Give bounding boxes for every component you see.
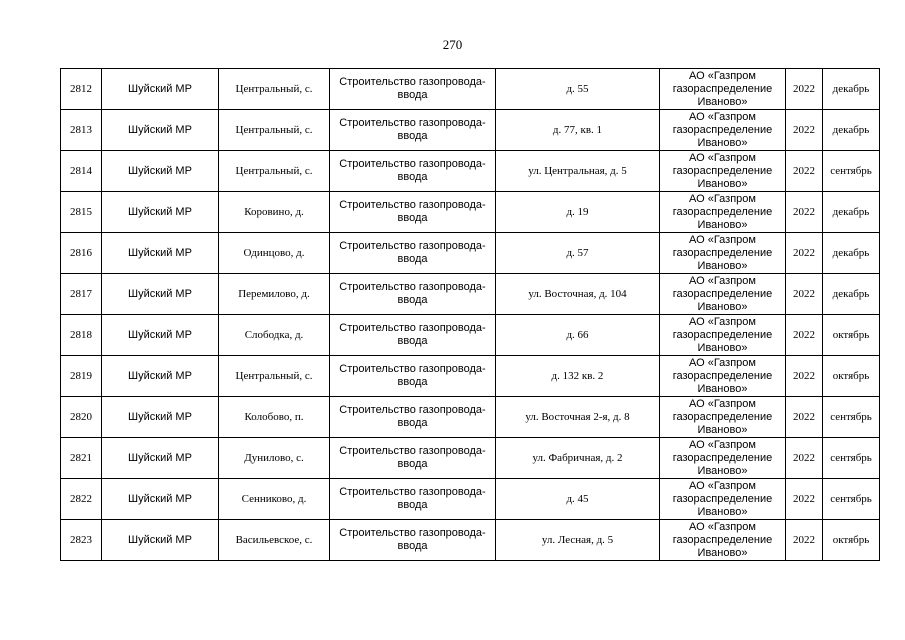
- year-cell: 2022: [786, 479, 823, 520]
- year-cell: 2022: [786, 397, 823, 438]
- address-cell: ул. Восточная 2-я, д. 8: [496, 397, 660, 438]
- organization-cell: АО «Газпром газораспределение Иваново»: [660, 520, 786, 561]
- address-cell: д. 77, кв. 1: [496, 110, 660, 151]
- table-row: [61, 192, 880, 233]
- work-type-cell: Строительство газопровода-ввода: [330, 397, 496, 438]
- row-number-cell: 2821: [61, 438, 102, 479]
- row-number-cell: 2812: [61, 69, 102, 110]
- address-cell: ул. Фабричная, д. 2: [496, 438, 660, 479]
- address-cell: д. 132 кв. 2: [496, 356, 660, 397]
- month-cell: декабрь: [823, 274, 880, 315]
- table-row: [61, 356, 880, 397]
- table-row: [61, 479, 880, 520]
- month-cell: сентябрь: [823, 479, 880, 520]
- row-number-cell: 2822: [61, 479, 102, 520]
- organization-cell: АО «Газпром газораспределение Иваново»: [660, 274, 786, 315]
- work-type-cell: Строительство газопровода-ввода: [330, 356, 496, 397]
- locality-cell: Коровино, д.: [219, 192, 330, 233]
- table-row: [61, 520, 880, 561]
- organization-cell: АО «Газпром газораспределение Иваново»: [660, 233, 786, 274]
- month-cell: сентябрь: [823, 438, 880, 479]
- year-cell: 2022: [786, 520, 823, 561]
- locality-cell: Сенниково, д.: [219, 479, 330, 520]
- row-number-cell: 2814: [61, 151, 102, 192]
- year-cell: 2022: [786, 151, 823, 192]
- gasification-table: [60, 68, 880, 561]
- year-cell: 2022: [786, 192, 823, 233]
- table-row: [61, 274, 880, 315]
- table-row: [61, 110, 880, 151]
- work-type-cell: Строительство газопровода-ввода: [330, 69, 496, 110]
- row-number-cell: 2819: [61, 356, 102, 397]
- work-type-cell: Строительство газопровода-ввода: [330, 438, 496, 479]
- year-cell: 2022: [786, 274, 823, 315]
- address-cell: ул. Восточная, д. 104: [496, 274, 660, 315]
- address-cell: д. 45: [496, 479, 660, 520]
- month-cell: декабрь: [823, 110, 880, 151]
- district-cell: Шуйский МР: [102, 520, 219, 561]
- district-cell: Шуйский МР: [102, 356, 219, 397]
- locality-cell: Дунилово, с.: [219, 438, 330, 479]
- organization-cell: АО «Газпром газораспределение Иваново»: [660, 69, 786, 110]
- year-cell: 2022: [786, 438, 823, 479]
- district-cell: Шуйский МР: [102, 110, 219, 151]
- locality-cell: Центральный, с.: [219, 356, 330, 397]
- year-cell: 2022: [786, 356, 823, 397]
- district-cell: Шуйский МР: [102, 151, 219, 192]
- locality-cell: Перемилово, д.: [219, 274, 330, 315]
- organization-cell: АО «Газпром газораспределение Иваново»: [660, 110, 786, 151]
- organization-cell: АО «Газпром газораспределение Иваново»: [660, 397, 786, 438]
- address-cell: ул. Центральная, д. 5: [496, 151, 660, 192]
- district-cell: Шуйский МР: [102, 69, 219, 110]
- locality-cell: Васильевское, с.: [219, 520, 330, 561]
- address-cell: д. 19: [496, 192, 660, 233]
- organization-cell: АО «Газпром газораспределение Иваново»: [660, 151, 786, 192]
- page-number: 270: [442, 37, 463, 52]
- row-number-cell: 2817: [61, 274, 102, 315]
- work-type-cell: Строительство газопровода-ввода: [330, 233, 496, 274]
- address-cell: ул. Лесная, д. 5: [496, 520, 660, 561]
- address-cell: д. 55: [496, 69, 660, 110]
- address-cell: д. 66: [496, 315, 660, 356]
- locality-cell: Центральный, с.: [219, 69, 330, 110]
- month-cell: декабрь: [823, 69, 880, 110]
- month-cell: декабрь: [823, 233, 880, 274]
- year-cell: 2022: [786, 110, 823, 151]
- work-type-cell: Строительство газопровода-ввода: [330, 520, 496, 561]
- locality-cell: Одинцово, д.: [219, 233, 330, 274]
- district-cell: Шуйский МР: [102, 192, 219, 233]
- district-cell: Шуйский МР: [102, 397, 219, 438]
- row-number-cell: 2815: [61, 192, 102, 233]
- district-cell: Шуйский МР: [102, 479, 219, 520]
- locality-cell: Центральный, с.: [219, 151, 330, 192]
- work-type-cell: Строительство газопровода-ввода: [330, 315, 496, 356]
- district-cell: Шуйский МР: [102, 274, 219, 315]
- locality-cell: Колобово, п.: [219, 397, 330, 438]
- row-number-cell: 2818: [61, 315, 102, 356]
- year-cell: 2022: [786, 69, 823, 110]
- locality-cell: Центральный, с.: [219, 110, 330, 151]
- month-cell: октябрь: [823, 356, 880, 397]
- table-row: [61, 397, 880, 438]
- month-cell: октябрь: [823, 520, 880, 561]
- month-cell: декабрь: [823, 192, 880, 233]
- organization-cell: АО «Газпром газораспределение Иваново»: [660, 356, 786, 397]
- organization-cell: АО «Газпром газораспределение Иваново»: [660, 438, 786, 479]
- address-cell: д. 57: [496, 233, 660, 274]
- month-cell: сентябрь: [823, 397, 880, 438]
- organization-cell: АО «Газпром газораспределение Иваново»: [660, 479, 786, 520]
- district-cell: Шуйский МР: [102, 233, 219, 274]
- table-row: [61, 438, 880, 479]
- row-number-cell: 2823: [61, 520, 102, 561]
- row-number-cell: 2816: [61, 233, 102, 274]
- work-type-cell: Строительство газопровода-ввода: [330, 151, 496, 192]
- work-type-cell: Строительство газопровода-ввода: [330, 110, 496, 151]
- table-body: [61, 69, 880, 561]
- work-type-cell: Строительство газопровода-ввода: [330, 479, 496, 520]
- organization-cell: АО «Газпром газораспределение Иваново»: [660, 192, 786, 233]
- locality-cell: Слободка, д.: [219, 315, 330, 356]
- work-type-cell: Строительство газопровода-ввода: [330, 274, 496, 315]
- organization-cell: АО «Газпром газораспределение Иваново»: [660, 315, 786, 356]
- table-row: [61, 315, 880, 356]
- work-type-cell: Строительство газопровода-ввода: [330, 192, 496, 233]
- table-row: [61, 151, 880, 192]
- year-cell: 2022: [786, 233, 823, 274]
- table-row: [61, 233, 880, 274]
- row-number-cell: 2813: [61, 110, 102, 151]
- district-cell: Шуйский МР: [102, 438, 219, 479]
- year-cell: 2022: [786, 315, 823, 356]
- row-number-cell: 2820: [61, 397, 102, 438]
- month-cell: сентябрь: [823, 151, 880, 192]
- table-row: [61, 69, 880, 110]
- month-cell: октябрь: [823, 315, 880, 356]
- district-cell: Шуйский МР: [102, 315, 219, 356]
